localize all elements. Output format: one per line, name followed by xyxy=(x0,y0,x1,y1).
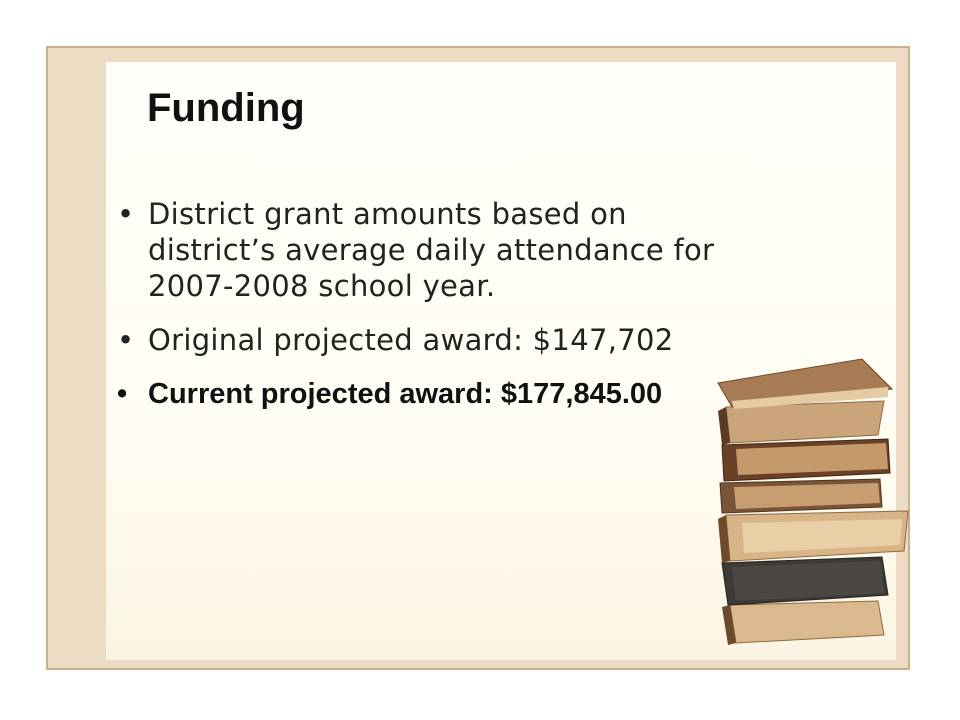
bullet-text: Current projected award: $177,845.00 xyxy=(148,378,663,410)
bullet-item xyxy=(117,196,757,304)
bullet-text: District grant amounts based on district’s average daily attendance for 2007-2008 school year. xyxy=(148,197,715,303)
bullet-dot: • xyxy=(117,197,135,231)
book xyxy=(720,479,882,513)
book xyxy=(722,439,890,481)
bullet-item xyxy=(117,322,757,358)
slide-title: Funding xyxy=(147,86,305,130)
bullet-text: Original projected award: $147,702 xyxy=(148,323,674,357)
bullet-list xyxy=(117,196,757,430)
bullet-item xyxy=(117,376,757,412)
bullet-dot: • xyxy=(117,378,128,410)
bullet-dot: • xyxy=(117,323,135,357)
book xyxy=(718,511,908,563)
book-stack-image xyxy=(712,355,912,650)
book xyxy=(722,557,888,605)
book xyxy=(722,601,884,645)
